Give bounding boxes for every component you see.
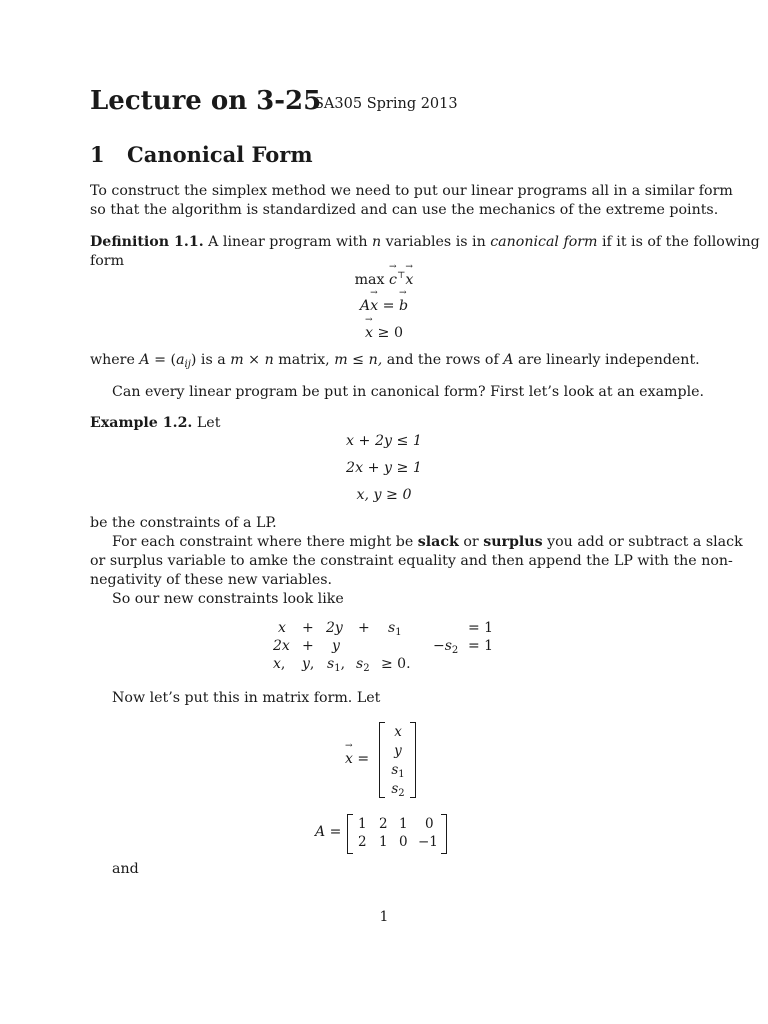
xvec-entry-x: x (394, 724, 402, 740)
example-line (90, 414, 220, 433)
document-page: Lecture on 3-25 SA305 Spring 2013 1 Canonical Form To construct the simplex method we need to put our linear programs all in a similar form so that the algorithm is standardized and can use the mechanics of the extreme points. Definition 1.1. A linear program with n variables is in canonical form if it is of the following form max → c⊤→ x A→ x = → b → x ≥ 0 where $A = (a_{ij})$ is a m × n matrix, m ≤ n, and the rows of A are linearly independent. Can every linear program be put in canonical form? First let’s look at an example. Example 1.2. Let x + 2y ≤ 1 2x + y ≥ 1 x, y ≥ 0 be the constraints of a LP. For each constraint where there might be slack or surplus you add or subtract a slack or surplus variable to amke the constraint equality and then append the LP with the non- negativity of these new variables. So our new constraints look like x + 2y + $s_1$ = 1 2x + y $-s_2$ = 1 x, y, $s_1$, $s_2$ ≥ 0. Now let’s put this in matrix form. Let → x = x y $s_1$ $s_2$ A = 1 2 1 0 2 1 0 −1 and 1 (0, 0, 768, 1024)
where-text-d: and the rows of (386, 352, 499, 368)
definition-line-1 (90, 233, 760, 252)
example-text: Let (196, 415, 221, 431)
definition-text-a: A linear program with (208, 234, 368, 250)
definition-label: Definition 1.1. (90, 234, 204, 250)
slack-line-2: or surplus variable to amke the constraint equality and then append the LP with the non- (90, 553, 733, 569)
amat-left-bracket (347, 814, 353, 854)
slack-text-a: For each constraint where there might be (112, 534, 414, 550)
matrix-symbol: A (139, 352, 150, 368)
where-text: where (90, 352, 135, 368)
matrix-dims: m × n (230, 352, 274, 368)
definition-term: canonical form (490, 234, 598, 250)
where-text-b: ) is a (190, 352, 226, 368)
matrix-intro: Now let’s put this in matrix form. Let (112, 690, 381, 706)
slack-line-3: negativity of these new variables. (90, 572, 333, 588)
slack-line-1 (112, 533, 743, 552)
intro-line-1: To construct the simplex method we need to put our linear programs all in a similar form (90, 183, 733, 199)
xvec-right-bracket (410, 722, 416, 798)
amat-label: A = (315, 824, 342, 840)
intro-line-2: so that the algorithm is standardized and can use the mechanics of the extreme points. (90, 202, 719, 218)
example-label: Example 1.2. (90, 415, 193, 431)
page-number: 1 (379, 909, 389, 925)
example-constraint-2: 2x + y ≥ 1 (346, 460, 422, 476)
and-text: and (112, 861, 139, 877)
ge-zero: ≥ 0 (377, 325, 403, 341)
example-constraint-1: x + 2y ≤ 1 (346, 433, 422, 449)
definition-text-c: if it is of the following (602, 234, 760, 250)
xvec-entry-s2: $s_2$ (391, 781, 405, 799)
m-le-n: m ≤ n, (334, 352, 383, 368)
entry-symbol: a (176, 352, 185, 368)
example-after-line: be the constraints of a LP. (90, 515, 277, 531)
amat-right-bracket (441, 814, 447, 854)
slack-or: or (463, 534, 479, 550)
entry-subscript: ij (184, 359, 191, 370)
where-text-e: are linearly independent. (518, 352, 700, 368)
xvec-entry-s1: $s_1$ (391, 762, 405, 780)
section-number: 1 (90, 142, 105, 167)
lecture-title: Lecture on 3-25 (90, 86, 322, 116)
equality-constraint: A→ x = → b (0, 298, 768, 314)
definition-line-2: form (90, 253, 125, 269)
where-text-c: matrix, (278, 352, 330, 368)
max-operator: max (354, 272, 385, 288)
xvec-entry-y: y (394, 743, 402, 759)
xvec-label: → x = (345, 751, 369, 767)
section-title: Canonical Form (127, 142, 313, 167)
nonnegativity-constraint: → x ≥ 0 (0, 325, 768, 341)
definition-text-b: variables is in (385, 234, 486, 250)
surplus-term: surplus (483, 534, 543, 550)
example-constraint-3: x, y ≥ 0 (356, 487, 412, 503)
slack-text-b: you add or subtract a slack (547, 534, 743, 550)
xvec-left-bracket (379, 722, 385, 798)
new-constraints-intro: So our new constraints look like (112, 591, 344, 607)
where-eq: = ( (154, 352, 177, 368)
slack-term: slack (417, 534, 459, 550)
where-line (90, 351, 700, 374)
objective-equation: max → c⊤→ x (0, 271, 768, 288)
matrix-symbol-2: A (503, 352, 514, 368)
question-line: Can every linear program be put in canonical form? First let’s look at an example. (112, 384, 705, 400)
definition-var-n: n (372, 234, 382, 250)
course-label: SA305 Spring 2013 (314, 96, 458, 112)
